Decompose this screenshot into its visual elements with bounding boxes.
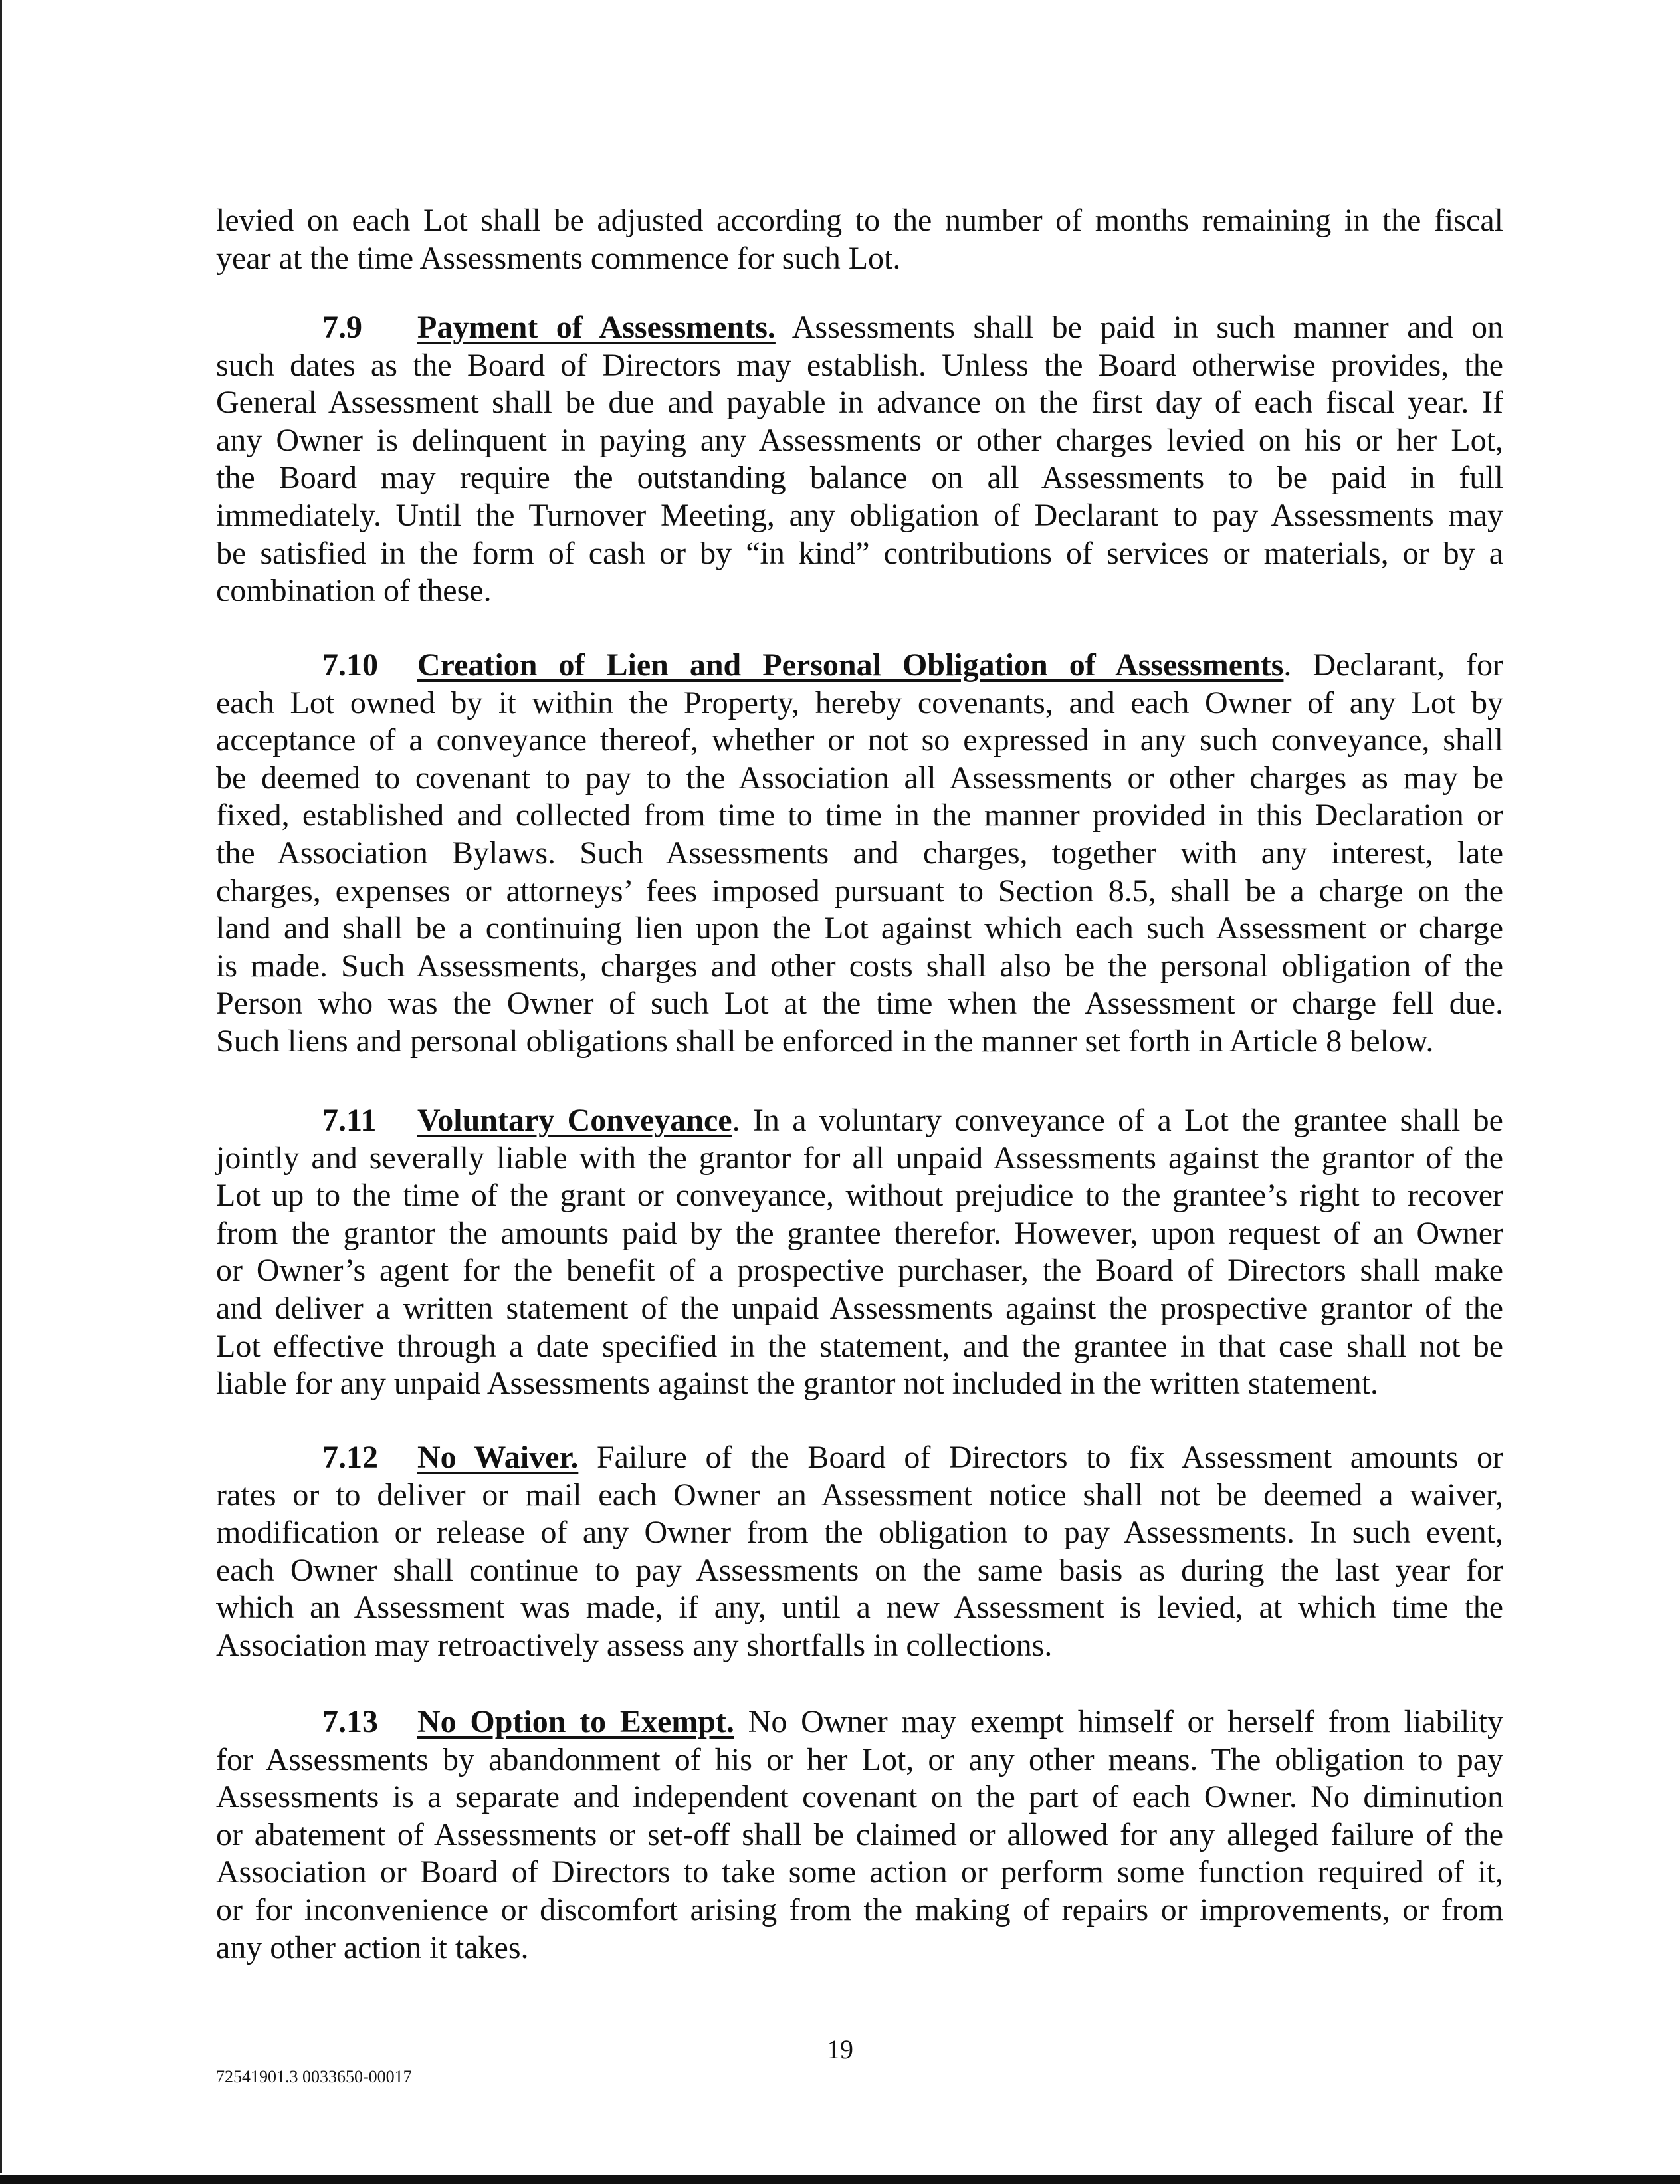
continued-paragraph xyxy=(216,202,1503,277)
section-text: Failure of the Board of Directors to fix Assessment amounts or xyxy=(596,1440,1504,1475)
section-text: Assessments shall be paid in such manner and on xyxy=(791,310,1503,345)
text-line: combination of these. xyxy=(216,573,492,609)
text-line: Person who was the Owner of such Lot at the time when the Assessment or charge fell due. xyxy=(216,986,1503,1022)
text-line: Assessments is a separate and independent covenant on the part of each Owner. No diminution xyxy=(216,1779,1503,1815)
text-line: the Association Bylaws. Such Assessments and charges, together with any interest, late xyxy=(216,835,1503,871)
section-text: . Declarant, for xyxy=(1283,647,1503,683)
section-7-9 xyxy=(216,309,1503,610)
text-line: any Owner is delinquent in paying any Assessments or other charges levied on his or her Lot, xyxy=(216,422,1503,458)
text-line: Lot effective through a date specified in the statement, and the grantee in that case shall not be xyxy=(216,1328,1503,1364)
text-line: or Owner’s agent for the benefit of a prospective purchaser, the Board of Directors shall make xyxy=(216,1253,1503,1289)
section-heading-line xyxy=(216,1703,1503,1741)
section-title: Payment of Assessments. xyxy=(417,310,776,345)
section-number: 7.13 xyxy=(322,1704,378,1739)
section-text: No Owner may exempt himself or herself from liability xyxy=(748,1704,1504,1739)
section-7-12 xyxy=(216,1439,1503,1665)
text-line: any other action it takes. xyxy=(216,1929,529,1965)
text-line: such dates as the Board of Directors may establish. Unless the Board otherwise provides, the xyxy=(216,347,1503,383)
section-7-13 xyxy=(216,1703,1503,1967)
text-line: year at the time Assessments commence for such Lot. xyxy=(216,240,901,276)
section-heading-line xyxy=(216,309,1503,347)
section-title: Creation of Lien and Personal Obligation of Assessments xyxy=(417,647,1284,683)
text-line: each Owner shall continue to pay Assessments on the same basis as during the last year for xyxy=(216,1552,1503,1588)
text-line: levied on each Lot shall be adjusted according to the number of months remaining in the fiscal xyxy=(216,203,1503,238)
section-heading-line xyxy=(216,647,1503,685)
scan-left-border xyxy=(0,0,2,2173)
text-line: is made. Such Assessments, charges and other costs shall also be the personal obligation of the xyxy=(216,948,1503,984)
text-line: each Lot owned by it within the Property, hereby covenants, and each Owner of any Lot by xyxy=(216,685,1503,720)
text-line: fixed, established and collected from time to time in the manner provided in this Declaration or xyxy=(216,798,1503,833)
text-line: land and shall be a continuing lien upon the Lot against which each such Assessment or charge xyxy=(216,911,1503,946)
document-id-footer: 72541901.3 0033650-00017 xyxy=(216,2067,412,2086)
section-text: . In a voluntary conveyance of a Lot the grantee shall be xyxy=(732,1103,1503,1138)
text-line: and deliver a written statement of the unpaid Assessments against the prospective grantor of the xyxy=(216,1290,1503,1326)
page-number: 19 xyxy=(827,2034,853,2064)
section-number: 7.10 xyxy=(322,647,378,683)
section-7-10 xyxy=(216,647,1503,1061)
text-line: or abatement of Assessments or set-off shall be claimed or allowed for any alleged failure of the xyxy=(216,1816,1503,1852)
section-title: Voluntary Conveyance xyxy=(417,1103,732,1138)
text-line: rates or to deliver or mail each Owner an Assessment notice shall not be deemed a waiver, xyxy=(216,1477,1503,1513)
section-heading-line xyxy=(216,1102,1503,1140)
section-7-11 xyxy=(216,1102,1503,1403)
text-line: be deemed to covenant to pay to the Association all Assessments or other charges as may be xyxy=(216,760,1503,796)
text-line: General Assessment shall be due and payable in advance on the first day of each fiscal year. If xyxy=(216,385,1503,421)
text-line: be satisfied in the form of cash or by “in kind” contributions of services or materials, or by a xyxy=(216,535,1503,571)
text-line: or for inconvenience or discomfort arising from the making of repairs or improvements, or from xyxy=(216,1892,1503,1927)
section-title: No Waiver. xyxy=(417,1440,579,1475)
text-line: for Assessments by abandonment of his or her Lot, or any other means. The obligation to pay xyxy=(216,1741,1503,1777)
text-line: acceptance of a conveyance thereof, whether or not so expressed in any such conveyance, shall xyxy=(216,722,1503,758)
text-line: charges, expenses or attorneys’ fees imposed pursuant to Section 8.5, shall be a charge on the xyxy=(216,873,1503,909)
scan-bottom-border xyxy=(0,2175,1680,2184)
text-line: from the grantor the amounts paid by the grantee therefor. However, upon request of an Owner xyxy=(216,1215,1503,1251)
text-line: jointly and severally liable with the grantor for all unpaid Assessments against the grantor of the xyxy=(216,1140,1503,1176)
section-number: 7.9 xyxy=(322,310,362,345)
section-heading-line xyxy=(216,1439,1503,1477)
text-line: the Board may require the outstanding balance on all Assessments to be paid in full xyxy=(216,460,1503,496)
section-number: 7.12 xyxy=(322,1440,378,1475)
text-line: Such liens and personal obligations shall be enforced in the manner set forth in Article 8 below. xyxy=(216,1023,1434,1059)
section-number: 7.11 xyxy=(322,1103,377,1138)
text-line: modification or release of any Owner from the obligation to pay Assessments. In such event, xyxy=(216,1515,1503,1551)
text-line: Lot up to the time of the grant or conveyance, without prejudice to the grantee’s right to recover xyxy=(216,1178,1503,1214)
section-title: No Option to Exempt. xyxy=(417,1704,734,1739)
text-line: Association or Board of Directors to take some action or perform some function required of it, xyxy=(216,1854,1503,1890)
text-line: liable for any unpaid Assessments against the grantor not included in the written statement. xyxy=(216,1366,1378,1402)
text-line: which an Assessment was made, if any, until a new Assessment is levied, at which time the xyxy=(216,1590,1503,1626)
text-line: immediately. Until the Turnover Meeting, any obligation of Declarant to pay Assessments may xyxy=(216,497,1503,533)
text-line: Association may retroactively assess any shortfalls in collections. xyxy=(216,1627,1053,1663)
